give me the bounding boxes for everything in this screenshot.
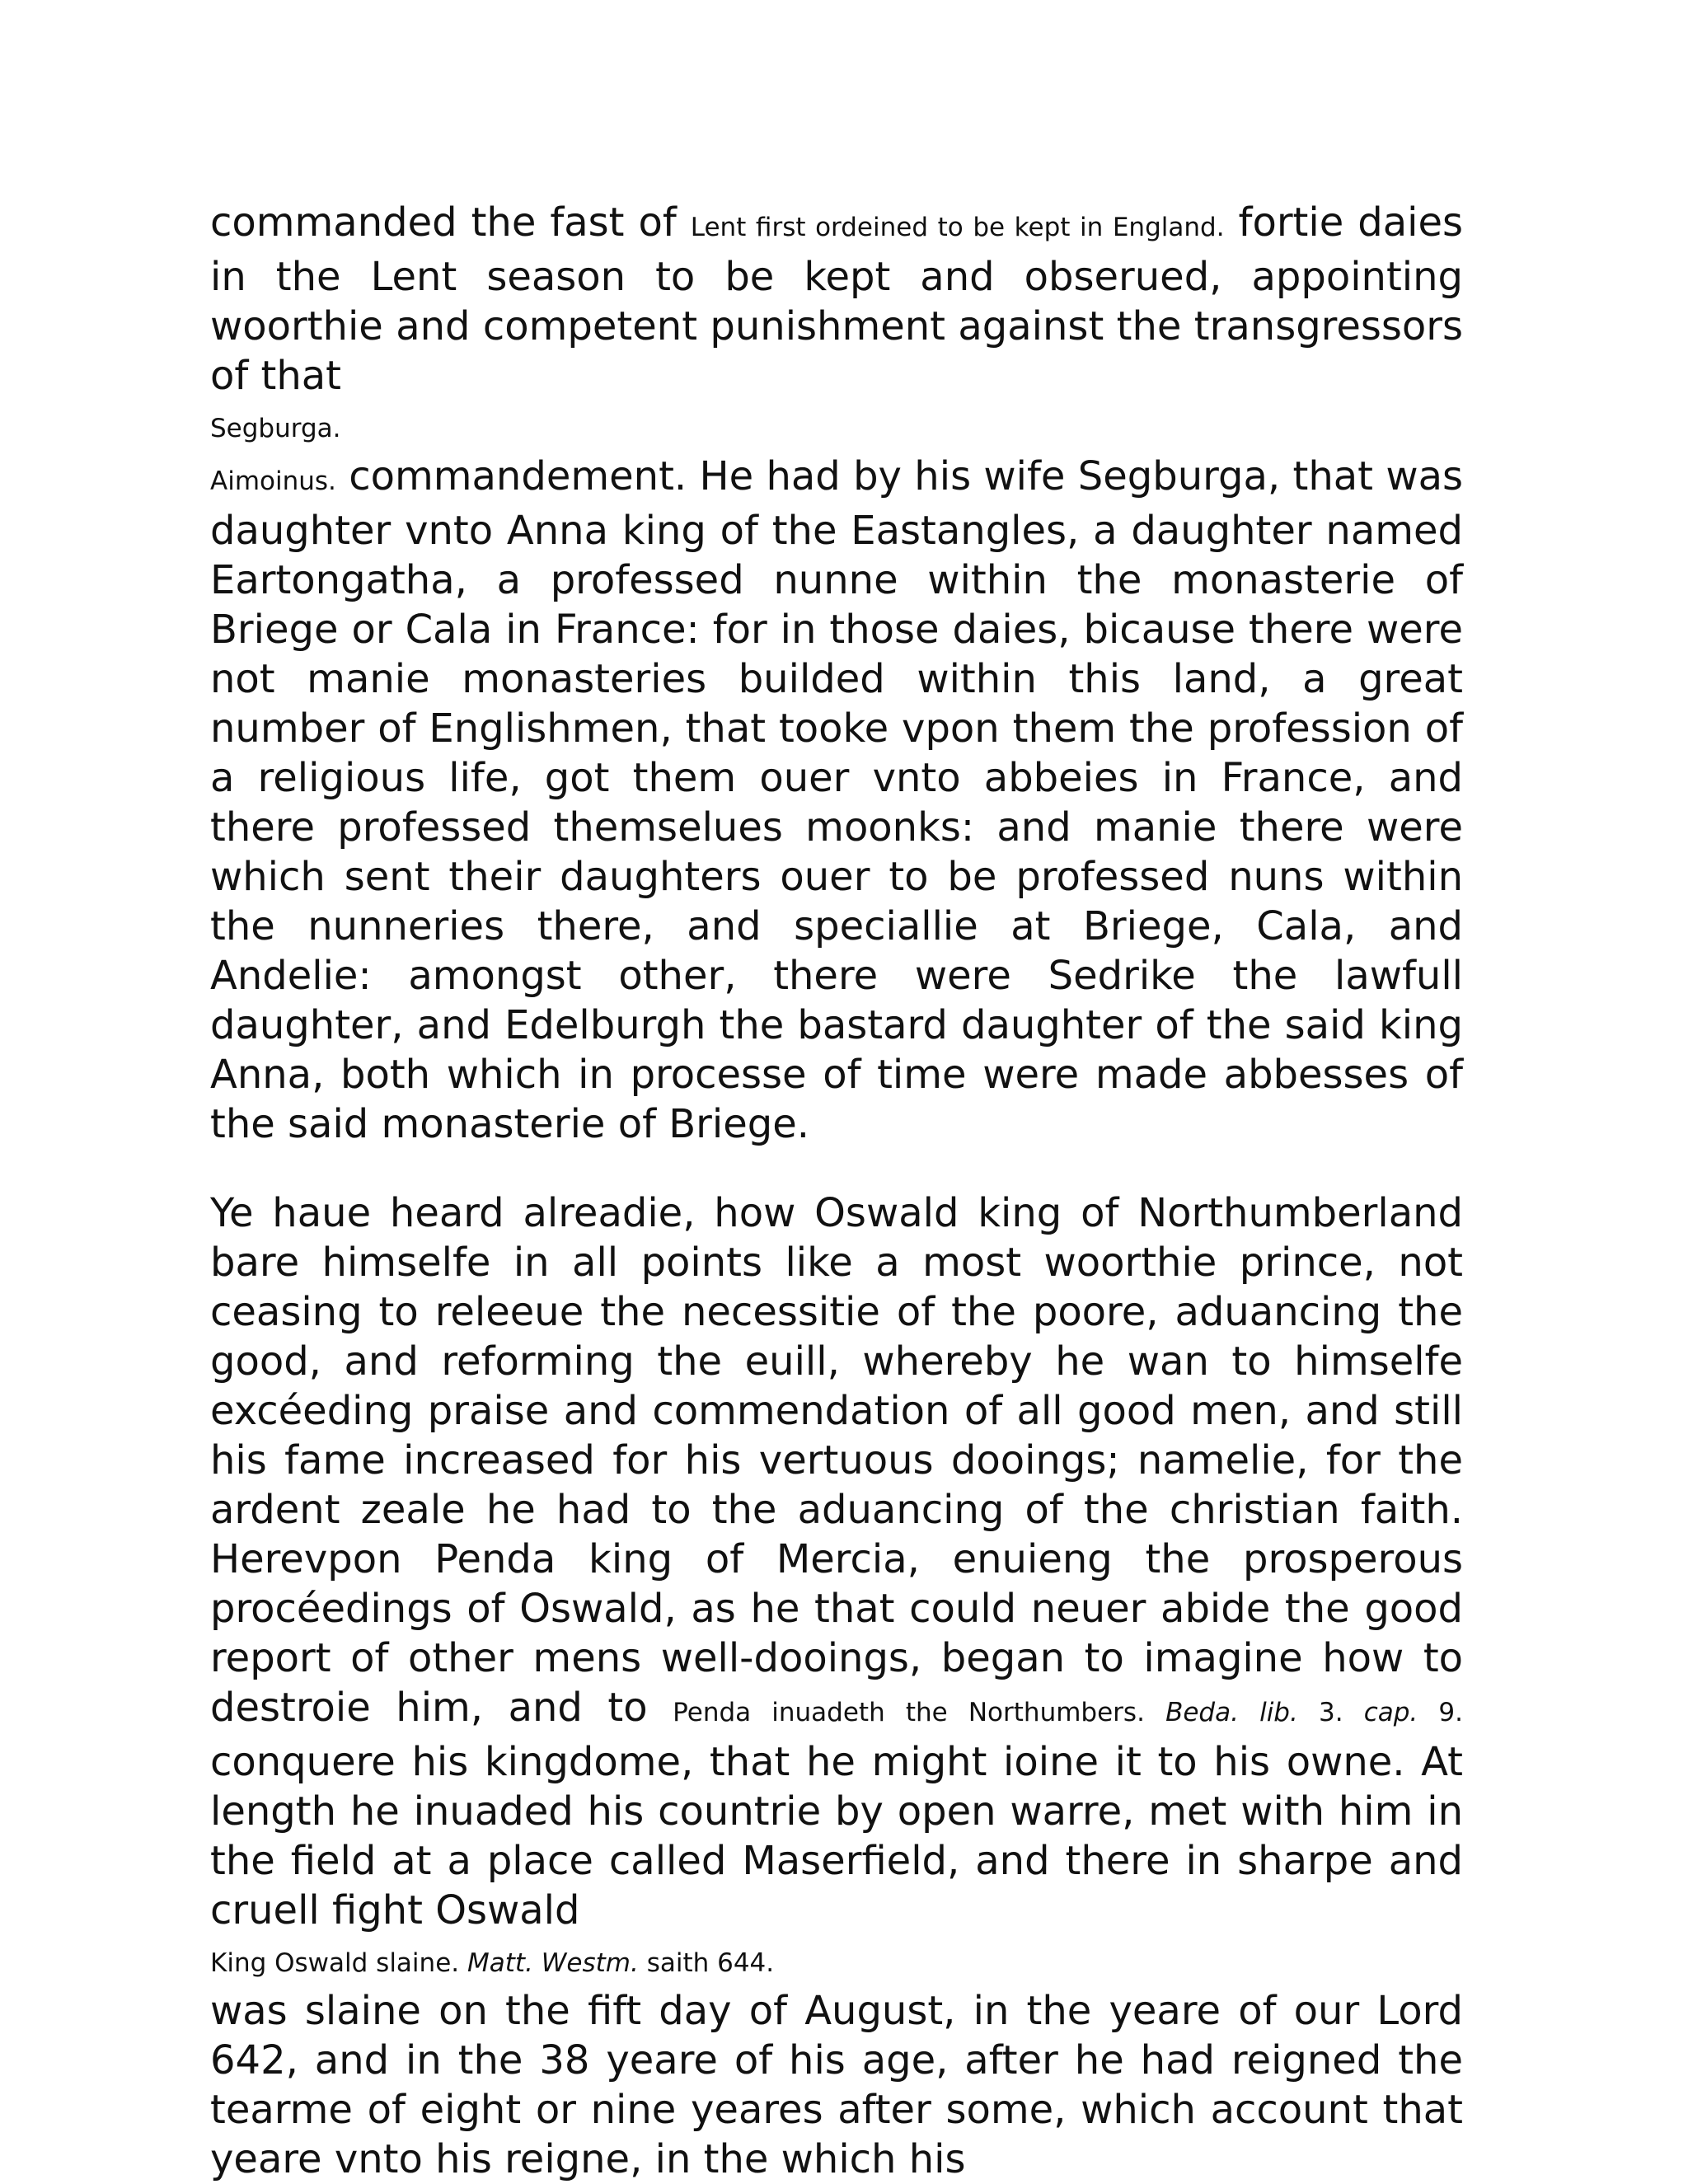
- margin-note-segburga: Segburga.: [210, 414, 341, 443]
- margin-note-saith: saith 644.: [646, 1948, 775, 1978]
- paragraph-2: [210, 1188, 1463, 2184]
- document-page: [210, 198, 1463, 2184]
- paragraph-text: conquere his kingdome, that he might ioine it to his owne. At length he inuaded his countrie by open warre, met with him in the field at a place called Maserfield, and there in sharpe and cruell fight Oswald: [210, 1739, 1463, 1933]
- paragraph-text: Ye haue heard alreadie, how Oswald king of Northumberland bare himselfe in all points like a most woorthie prince, not ceasing to releeue the necessitie of the poore, aduancing the good, and reforming the euill, whereby he wan to himselfe excéeding praise and commendation of all good men, and still his fame increased for his vertuous dooings; namelie, for the ardent zeale he had to the aduancing of the christian faith. Herevpon Penda king of Mercia, enuieng the prosperous procéedings of Oswald, as he that could neuer abide the good report of other mens well-dooings, began to imagine how to destroie him, and to: [210, 1190, 1463, 1731]
- margin-note-lib-number: 3.: [1318, 1698, 1343, 1727]
- margin-note-penda: Penda inuadeth the Northumbers.: [673, 1698, 1145, 1727]
- margin-note-lib: lib.: [1259, 1698, 1298, 1727]
- paragraph-text: was slaine on the fift day of August, in the yeare of our Lord 642, and in the 38 yeare of his age, after he had reigned the tearme of eight or nine yeares after some, which account that yeare vnto his reigne, in the which his: [210, 1988, 1463, 2182]
- margin-note-aimoinus: Aimoinus.: [210, 466, 336, 496]
- margin-note-cap: cap.: [1363, 1698, 1418, 1727]
- margin-note-cap-number: 9.: [1438, 1698, 1463, 1727]
- margin-note-matt-westm: Matt. Westm.: [467, 1948, 639, 1978]
- margin-note-beda: Beda.: [1165, 1698, 1239, 1727]
- paragraph-text: commandement. He had by his wife Segburga, that was daughter vnto Anna king of the Eastangles, a daughter named Eartongatha, a professed nunne within the monasterie of Briege or Cala in France: for in those daies, bicause there were not manie monasteries builded within this land, a great number of Englishmen, that tooke vpon them the profession of a religious life, got them ouer vnto abbeies in France, and there professed themselues moonks: and manie there were which sent their daughters ouer to be professed nuns within the nunneries there, and speciallie at Briege, Cala, and Andelie: amongst other, there were Sedrike the lawfull daughter, and Edelburgh the bastard daughter of the said king Anna, both which in processe of time were made abbesses of the said monasterie of Briege.: [210, 453, 1463, 1147]
- paragraph-text: fortie daies in the Lent season to be kept and obserued, appointing woorthie and competent punishment against the transgressors of that: [210, 199, 1463, 399]
- paragraph-text: commanded the fast of: [210, 199, 691, 246]
- margin-note-slaine: King Oswald slaine.: [210, 1948, 460, 1978]
- margin-note-oswald-line: [210, 1940, 1463, 1986]
- margin-note-lent: Lent first ordeined to be kept in England.: [690, 213, 1225, 242]
- paragraph-1: [210, 198, 1463, 1149]
